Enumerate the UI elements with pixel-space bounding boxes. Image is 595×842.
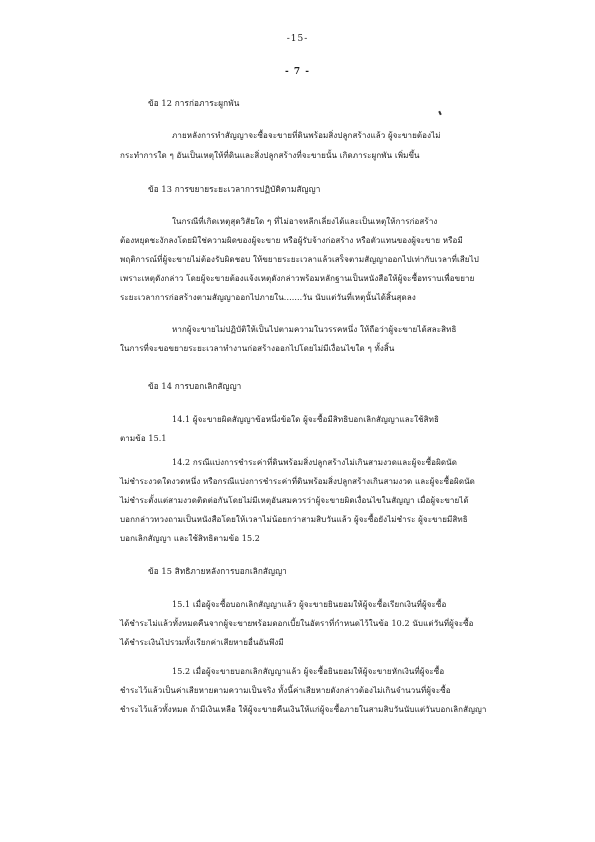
section-13-para-2-line-1: หากผู้จะขายไม่ปฏิบัติให้เป็นไปตามความในวรรคหนึ่ง ให้ถือว่าผู้จะขายได้สละสิทธิ: [172, 325, 457, 334]
section-12-line-2: กระทำการใด ๆ อันเป็นเหตุให้ที่ดินและสิ่งปลูกสร้างที่จะขายนั้น เกิดภาระผูกพัน เพิ่มขึ้น: [120, 151, 420, 160]
section-15-para-1-line-1: 15.1 เมื่อผู้จะซื้อบอกเลิกสัญญาแล้ว ผู้จะขายยินยอมให้ผู้จะซื้อเรียกเงินที่ผู้จะซื้อ: [172, 600, 447, 609]
section-13-para-1-line-1: ในกรณีที่เกิดเหตุสุดวิสัยใด ๆ ที่ไม่อาจหลีกเลี่ยงได้และเป็นเหตุให้การก่อสร้าง: [172, 217, 438, 226]
section-14-para-2-line-2: ไม่ชำระงวดใดงวดหนึ่ง หรือกรณีแบ่งการชำระค่าที่ดินพร้อมสิ่งปลูกสร้างเกินสามงวด และผู้จะซื้อผิดนัด: [120, 477, 475, 486]
page-number-inner: - 7 -: [285, 67, 310, 77]
section-14-para-1-line-1: 14.1 ผู้จะขายผิดสัญญาข้อหนึ่งข้อใด ผู้จะซื้อมีสิทธิบอกเลิกสัญญาและใช้สิทธิ: [172, 415, 439, 424]
section-14-heading: ข้อ 14 การบอกเลิกสัญญา: [148, 381, 242, 391]
section-12-line-1: ภายหลังการทำสัญญาจะซื้อจะขายที่ดินพร้อมสิ่งปลูกสร้างแล้ว ผู้จะขายต้องไม่: [172, 131, 441, 140]
section-14-para-2-line-1: 14.2 กรณีแบ่งการชำระค่าที่ดินพร้อมสิ่งปลูกสร้างไม่เกินสามงวดและผู้จะซื้อผิดนัด: [172, 458, 458, 467]
section-15-para-2-line-3: ชำระไว้แล้วทั้งหมด ถ้ามีเงินเหลือ ให้ผู้จะขายคืนเงินให้แก่ผู้จะซื้อภายในสามสิบวันนับแต่วันบอกเลิกสัญญา: [120, 705, 487, 714]
section-12-heading: ข้อ 12 การก่อภาระผูกพัน: [148, 98, 240, 108]
section-15-heading: ข้อ 15 สิทธิภายหลังการบอกเลิกสัญญา: [148, 566, 287, 576]
page-number-outer: -15-: [286, 34, 309, 44]
section-13-para-1-line-3: พฤติการณ์ที่ผู้จะขายไม่ต้องรับผิดชอบ ให้ขยายระยะเวลาแล้วเสร็จตามสัญญาออกไปเท่ากับเวลาที่เสียไป: [120, 255, 479, 264]
section-13-para-1-line-5: ระยะเวลาการก่อสร้างตามสัญญาออกไปภายใน.......วัน นับแต่วันที่เหตุนั้นได้สิ้นสุดลง: [120, 293, 416, 302]
section-15-para-1-line-3: ได้ชำระเงินไปรวมทั้งเรียกค่าเสียหายอื่นอันพึงมี: [120, 638, 284, 647]
section-14-para-2-line-5: บอกเลิกสัญญา และใช้สิทธิตามข้อ 15.2: [120, 534, 260, 543]
section-14-para-1-line-2: ตามข้อ 15.1: [120, 434, 167, 443]
section-15-para-2-line-2: ชำระไว้แล้วเป็นค่าเสียหายตามความเป็นจริง ทั้งนี้ค่าเสียหายดังกล่าวต้องไม่เกินจำนวนที่ผู้จะซื้อ: [120, 686, 451, 695]
section-14-para-2-line-3: ไม่ชำระตั้งแต่สามงวดติดต่อกันโดยไม่มีเหตุอันสมควรว่าผู้จะขายผิดเงื่อนไขในสัญญา เมื่อผู้จะขายได้: [120, 496, 469, 505]
ink-mark: [438, 111, 442, 115]
section-13-para-1-line-2: ต้องหยุดชะงักลงโดยมิใช่ความผิดของผู้จะขาย หรือผู้รับจ้างก่อสร้าง หรือตัวแทนของผู้จะขาย หรือมี: [120, 236, 463, 245]
section-15-para-2-line-1: 15.2 เมื่อผู้จะขายบอกเลิกสัญญาแล้ว ผู้จะซื้อยินยอมให้ผู้จะขายหักเงินที่ผู้จะซื้อ: [172, 667, 445, 676]
section-13-heading: ข้อ 13 การขยายระยะเวลาการปฏิบัติตามสัญญา: [148, 184, 321, 194]
section-13-para-1-line-4: เพราะเหตุดังกล่าว โดยผู้จะขายต้องแจ้งเหตุดังกล่าวพร้อมหลักฐานเป็นหนังสือให้ผู้จะซื้อทราบเพื่อขยาย: [120, 274, 475, 283]
section-14-para-2-line-4: บอกกล่าวทวงถามเป็นหนังสือโดยให้เวลาไม่น้อยกว่าสามสิบวันแล้ว ผู้จะซื้อยังไม่ชำระ ผู้จะขายมีสิทธิ: [120, 515, 468, 524]
section-15-para-1-line-2: ได้ชำระไม่แล้วทั้งหมดคืนจากผู้จะขายพร้อมดอกเบี้ยในอัตราที่กำหนดไว้ในข้อ 10.2 นับแต่วันที่ผู้จะซื้อ: [120, 619, 474, 628]
section-13-para-2-line-2: ในการที่จะขอขยายระยะเวลาทำงานก่อสร้างออกไปโดยไม่มีเงื่อนไขใด ๆ ทั้งสิ้น: [120, 344, 395, 353]
